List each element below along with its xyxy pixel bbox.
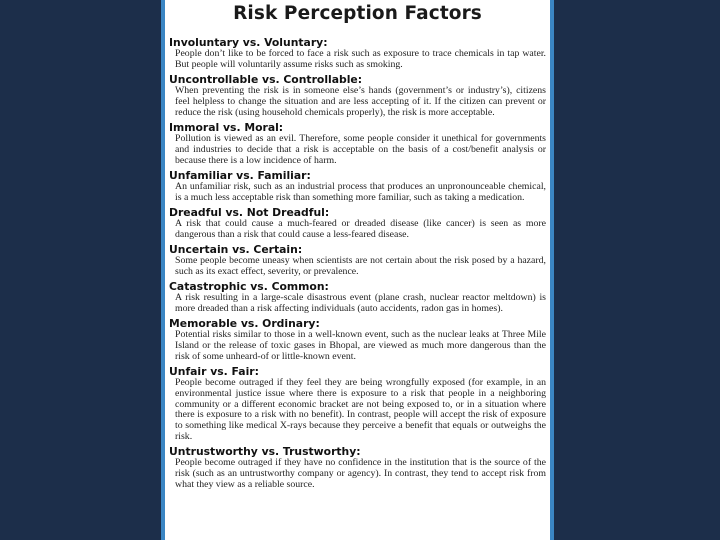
factor-text: People become outraged if they have no confidence in the institution that is the source of the risk (such as an untrustworthy company or agency). In contrast, they tend to accept risk from what they view as a reliable source. xyxy=(175,457,546,491)
page-border-left xyxy=(161,0,165,540)
factor-heading: Dreadful vs. Not Dreadful: xyxy=(169,205,330,219)
factor-text: Potential risks similar to those in a well-known event, such as the nuclear leaks at Three Mile Island or the release of toxic gases in Bhopal, are viewed as much more dangerous than the risk of some unheard-of or little-known event. xyxy=(175,328,546,362)
factor-item xyxy=(169,36,546,71)
page-border-right xyxy=(550,0,554,540)
factor-item xyxy=(169,280,546,315)
factor-item xyxy=(169,169,546,204)
document-page xyxy=(161,0,554,540)
factor-heading: Unfamiliar vs. Familiar: xyxy=(169,168,311,182)
factor-heading: Unfair vs. Fair: xyxy=(169,364,259,378)
factor-text: A risk resulting in a large-scale disastrous event (plane crash, nuclear reactor meltdown) is more dreaded than a risk affecting individuals (auto accidents, radon gas in homes). xyxy=(175,291,546,314)
factor-item xyxy=(169,206,546,241)
factor-text: When preventing the risk is in someone else’s hands (government’s or industry’s), citizens feel helpless to change the situation and are less accepting of it. If the citizen can prevent or reduce the risk (using household chemicals properly), the risk is more acceptable. xyxy=(175,85,546,118)
factor-text: People become outraged if they feel they are being wrongfully exposed (for example, in an environmental justice issue where there is exposure to a risk that people in a neighboring community or a different economic bracket are not being exposed to, or in a situation where there is exposure to a risk with no benefit). In contrast, people will accept the risk of exposure to something like medical X-rays because they perceive a benefit that equals or outweighs the risk. xyxy=(175,376,546,443)
factor-item xyxy=(169,243,546,278)
factor-item xyxy=(169,365,546,443)
factor-text: Pollution is viewed as an evil. Therefore, some people consider it unethical for governments and industries to decide that a risk is acceptable on the basis of a cost/benefit analysis or because there is a low incidence of harm. xyxy=(175,132,546,166)
factor-heading: Involuntary vs. Voluntary: xyxy=(169,36,328,49)
factor-item xyxy=(169,317,546,363)
factor-heading: Catastrophic vs. Common: xyxy=(169,279,329,293)
factor-text: People don’t like to be forced to face a risk such as exposure to trace chemicals in tap water. But people will voluntarily assume risks such as smoking. xyxy=(175,48,546,70)
factor-item xyxy=(169,445,546,491)
factor-heading: Uncertain vs. Certain: xyxy=(169,242,303,256)
factor-text: Some people become uneasy when scientists are not certain about the risk posed by a hazard, such as its exact effect, severity, or prevalence. xyxy=(175,254,546,277)
factor-list xyxy=(169,36,546,493)
factor-text: A risk that could cause a much-feared or dreaded disease (like cancer) is seen as more dangerous than a risk that could cause a less-feared disease. xyxy=(175,217,546,240)
factor-heading: Untrustworthy vs. Trustworthy: xyxy=(169,445,361,459)
factor-text: An unfamiliar risk, such as an industrial process that produces an unpronounceable chemical, is a much less acceptable risk than something more familiar, such as taking a medication. xyxy=(175,180,546,203)
factor-heading: Immoral vs. Moral: xyxy=(169,120,284,134)
factor-item xyxy=(169,121,546,167)
factor-heading: Memorable vs. Ordinary: xyxy=(169,316,320,330)
factor-heading: Uncontrollable vs. Controllable: xyxy=(169,73,363,86)
factor-item xyxy=(169,73,546,119)
page-title: Risk Perception Factors xyxy=(233,3,482,24)
